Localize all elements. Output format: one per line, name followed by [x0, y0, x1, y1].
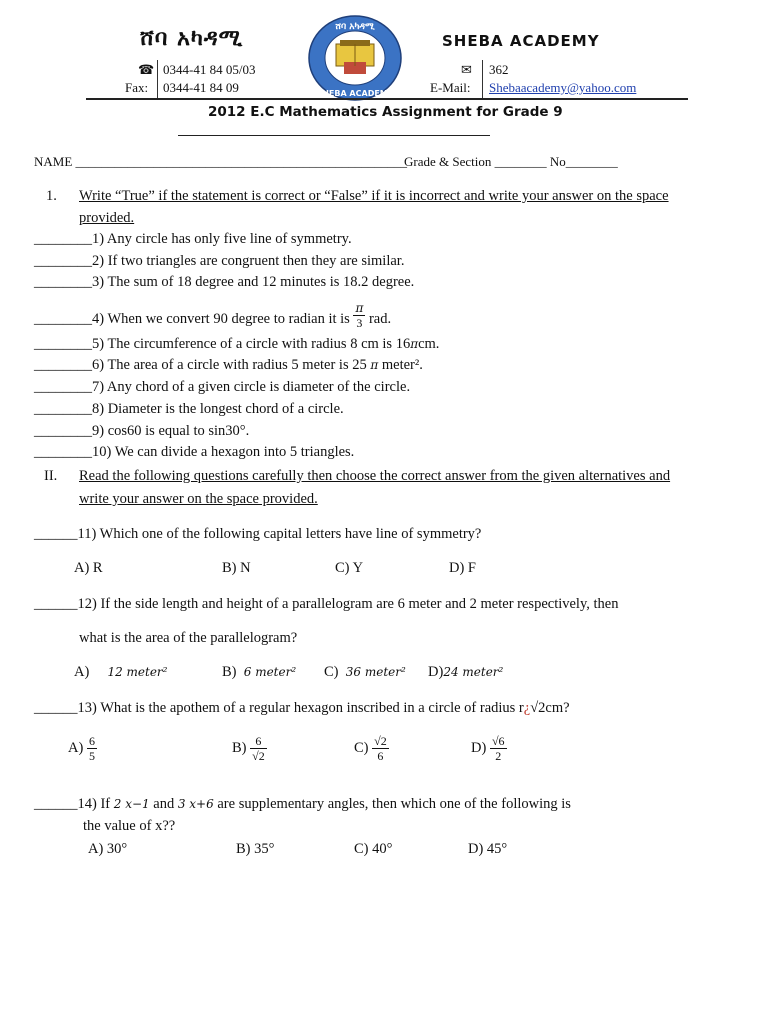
tf-item-1: ________1) Any circle has only five line of symmetry.: [34, 231, 352, 247]
page-title: 2012 E.C Mathematics Assignment for Grade 9: [208, 104, 563, 120]
mc-question-11: ______11) Which one of the following capital letters have line of symmetry?: [34, 526, 482, 542]
tf-item-3: ________3) The sum of 18 degree and 12 minutes is 18.2 degree.: [34, 274, 415, 290]
po-box: 362: [489, 62, 509, 77]
q13-option-b: B) $\frac{6}{√2}$: [232, 734, 265, 763]
section2-instruction: Read the following questions carefully then choose the correct answer from the given alternatives and: [79, 468, 671, 484]
q12-option-c: C) 36 meter²: [324, 664, 406, 680]
title-rule: [178, 135, 490, 136]
school-name-amharic: ሸባ አካዳሚ: [140, 26, 244, 51]
tf-item-2: ________2) If two triangles are congruent then they are similar.: [34, 253, 405, 269]
q14-option-c: C) 40°: [354, 841, 393, 857]
school-name-english: SHEBA ACADEMY: [442, 32, 600, 50]
q13-option-d: D) $\frac{√6}{2}$: [471, 734, 505, 763]
q13-option-a: A) $\frac{6}{5}$: [68, 734, 95, 763]
fax-label: Fax:: [125, 80, 149, 95]
name-field[interactable]: NAME ___________________________________________________: [34, 154, 408, 169]
q13-option-c: C) $\frac{√2}{6}$: [354, 734, 387, 763]
svg-text:ሸባ አካዳሚ: ሸባ አካዳሚ: [335, 22, 375, 32]
q14-option-b: B) 35°: [236, 841, 275, 857]
q12-option-b: B) 6 meter²: [222, 664, 297, 680]
mc-question-14: ______14) If 2 x−1 and 3 x+6 are supplementary angles, then which one of the following is: [34, 796, 571, 812]
tf-item-9: ________9) cos60 is equal to sin30°.: [34, 423, 250, 439]
q11-option-d: D) F: [449, 560, 476, 576]
mc-question-14-cont: the value of x??: [83, 818, 176, 834]
mc-question-13: ______13) What is the apothem of a regular hexagon inscribed in a circle of radius r¿√2cm?: [34, 700, 570, 716]
email-link[interactable]: Shebaacademy@yahoo.com: [489, 80, 637, 95]
tf-item-7: ________7) Any chord of a given circle is diameter of the circle.: [34, 379, 411, 395]
tf-item-10: ________10) We can divide a hexagon into 5 triangles.: [34, 444, 355, 460]
q14-option-d: D) 45°: [468, 841, 508, 857]
q11-option-b: B) N: [222, 560, 251, 576]
email-label: E-Mail:: [430, 80, 471, 95]
grade-section-field[interactable]: Grade & Section ________ No________: [404, 154, 618, 169]
mail-icon: ✉: [461, 62, 472, 77]
svg-text:SHEBA ACADEMY: SHEBA ACADEMY: [316, 89, 394, 98]
section1-instruction-cont: provided.: [79, 210, 135, 226]
section1-instruction: Write “True” if the statement is correct or “False” if it is incorrect and write your answer on the space: [79, 188, 669, 204]
tf-item-5: ________5) The circumference of a circle with radius 8 cm is 16πcm.: [34, 336, 440, 352]
mc-question-12-cont: what is the area of the parallelogram?: [79, 630, 298, 646]
q11-option-a: A) R: [74, 560, 103, 576]
q11-option-c: C) Y: [335, 560, 364, 576]
fax-number: 0344-41 84 09: [163, 80, 239, 95]
section2-number: II.: [44, 468, 58, 484]
phone-icon: ☎: [138, 62, 155, 77]
q14-option-a: A) 30°: [88, 841, 128, 857]
q12-option-a: A) 12 meter²: [74, 664, 168, 680]
tf-item-4: ________4) When we convert 90 degree to radian it is $\frac{\pi}{3}$ rad.: [34, 301, 392, 330]
q12-option-d: D)24 meter²: [428, 664, 504, 680]
phone-number: 0344-41 84 05/03: [163, 62, 256, 77]
mc-question-12: ______12) If the side length and height of a parallelogram are 6 meter and 2 meter respectively, then: [34, 596, 619, 612]
header-divider: [86, 98, 688, 100]
tf-item-8: ________8) Diameter is the longest chord of a circle.: [34, 401, 344, 417]
section2-instruction-cont: write your answer on the space provided.: [79, 491, 318, 507]
school-logo: [306, 14, 404, 102]
tf-item-6: ________6) The area of a circle with radius 5 meter is 25 π meter².: [34, 357, 423, 373]
section1-number: 1.: [46, 188, 57, 204]
